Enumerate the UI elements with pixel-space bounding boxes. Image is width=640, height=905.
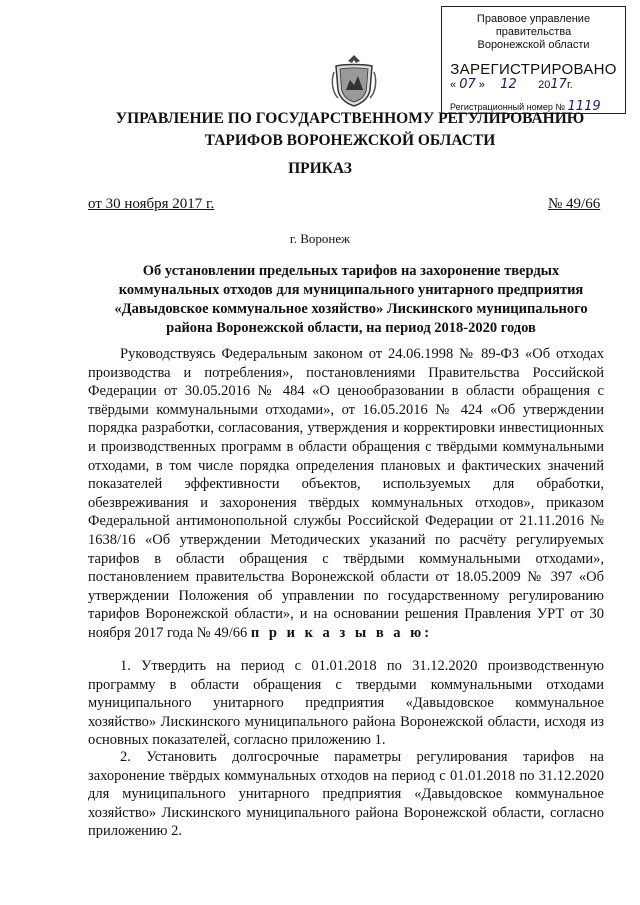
stamp-organization	[442, 13, 625, 52]
stamp-year-hand: 17	[550, 77, 567, 92]
stamp-month: 12	[500, 77, 517, 92]
document-title: Об установлении предельных тарифов на захоронение твердых коммунальных отходов для муниципального унитарного предприятия «Давыдовское коммунальное хозяйство» Лискинского муниципального района Воронежской области, на период 2018-2020 годов	[114, 263, 588, 336]
stamp-date: « 07 » 12 2017г.	[450, 77, 573, 92]
preamble-paragraph	[88, 345, 604, 643]
stamp-year-prefix: 20	[538, 79, 551, 91]
stamp-number-label: Регистрационный номер №	[450, 102, 566, 112]
document-city: г. Воронеж	[289, 231, 351, 246]
stamp-org-line2: Воронежской области	[477, 39, 590, 51]
document-type: ПРИКАЗ	[288, 160, 352, 177]
organization-heading	[100, 108, 600, 152]
stamp-number-value: 1119	[567, 99, 601, 114]
organization-heading-line2: ТАРИФОВ ВОРОНЕЖСКОЙ ОБЛАСТИ	[204, 132, 496, 149]
coat-of-arms-icon	[330, 52, 378, 108]
document-number: № 49/66	[548, 196, 601, 212]
item-1-paragraph: 1. Утвердить на период с 01.01.2018 по 31.12.2020 производственную программу в области обращения с твердыми коммунальными отходами муниципального унитарного предприятия «Давыдовское коммунальное хозяйство» Лискинского муниципального района Воронежской области, исходя из основных показателей, согласно приложению 1.	[88, 658, 604, 749]
document-date: от 30 ноября 2017 г.	[88, 196, 215, 212]
item-2-paragraph: 2. Установить долгосрочные параметры регулирования тарифов на захоронение твёрдых коммунальных отходов на период с 01.01.2018 по 31.12.2020 для муниципального унитарного предприятия «Давыдовское коммунальное хозяйство» Лискинского муниципального района Воронежской области, согласно приложению 2.	[88, 749, 604, 840]
preamble-text: Руководствуясь Федеральным законом от 24.06.1998 № 89-ФЗ «Об отходах производства и потребления», постановлениями Правительства Российской Федерации от 30.05.2016 № 484 «О ценообразовании в области обращения с твёрдыми коммунальными отходами», от 16.05.2016 № 424 «Об утверждении порядка разработки, согласования, утверждения и корректировки инвестиционных и производственных программ в области обращения с твёрдыми коммунальными отходами, в том числе порядка определения плановых и фактических значений показателей эффективности объектов, используемых для обработки, обезвреживания и захоронения твёрдых коммунальных отходов», приказом Федеральной антимонопольной службы Российской Федерации от 21.11.2016 № 1638/16 «Об утверждении Методических указаний по расчёту регулируемых тарифов в области обращения с твёрдыми коммунальными отходами», постановлением правительства Воронежской области от 18.05.2009 № 397 «Об утверждении Положения об управлении по государственному регулированию тарифов Воронежской области», и на основании решения Правления УРТ от 30 ноября 2017 года № 49/66	[88, 346, 604, 641]
registration-stamp	[441, 6, 626, 114]
stamp-day: 07	[459, 77, 476, 92]
stamp-registered-label: ЗАРЕГИСТРИРОВАНО	[450, 61, 617, 78]
stamp-org-line1: Правовое управление правительства	[476, 13, 591, 38]
command-word: п р и к а з ы в а ю:	[250, 624, 433, 641]
organization-heading-line1: УПРАВЛЕНИЕ ПО ГОСУДАРСТВЕННОМУ РЕГУЛИРОВАНИЮ	[115, 110, 585, 127]
stamp-year-suffix: г.	[566, 79, 573, 91]
